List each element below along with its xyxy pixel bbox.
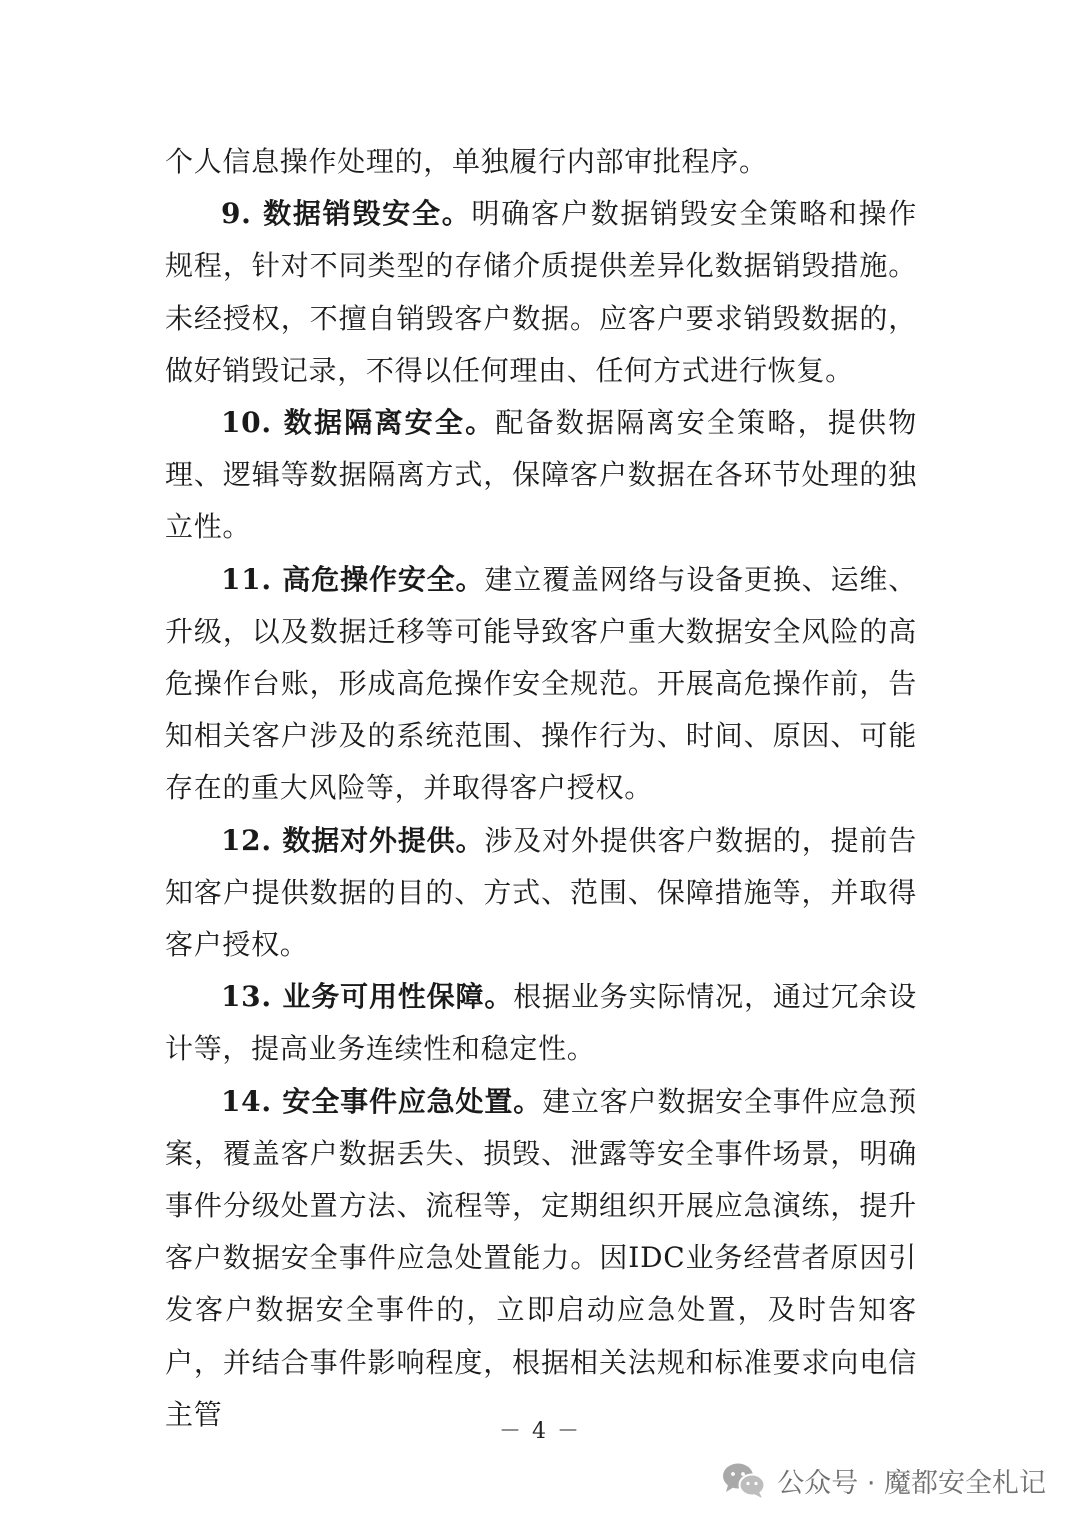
paragraph: [165, 554, 917, 815]
paragraph: [165, 815, 917, 972]
paragraph: [165, 136, 917, 188]
paragraph-text: 个人信息操作处理的，单独履行内部审批程序。: [165, 145, 768, 178]
paragraph-text: 建立覆盖网络与设备更换、运维、升级，以及数据迁移等可能导致客户重大数据安全风险的高危操作台账，形成高危操作安全规范。开展高危操作前，告知相关客户涉及的系统范围、操作行为、时间、原因、可能存在的重大风险等，并取得客户授权。: [165, 562, 917, 805]
paragraph: [165, 971, 917, 1075]
paragraph-text: 配备数据隔离安全策略，提供物理、逻辑等数据隔离方式，保障客户数据在各环节处理的独立性。: [165, 406, 917, 544]
paragraph: [165, 397, 917, 554]
paragraph: [165, 188, 917, 397]
paragraph-text: 根据业务实际情况，通过冗余设计等，提高业务连续性和稳定性。: [165, 980, 917, 1066]
paragraph-lead: 14. 安全事件应急处置。: [221, 1084, 543, 1118]
paragraph-lead: 9. 数据销毁安全。: [221, 197, 472, 231]
paragraph-lead: 12. 数据对外提供。: [221, 823, 485, 857]
paragraph-text: 明确客户数据销毁安全策略和操作规程，针对不同类型的存储介质提供差异化数据销毁措施。未经授权，不擅自销毁客户数据。应客户要求销毁数据的，做好销毁记录，不得以任何理由、任何方式进行恢复。: [165, 197, 917, 387]
paragraph-lead: 10. 数据隔离安全。: [221, 406, 496, 440]
watermark: [721, 1460, 1046, 1500]
paragraph-lead: 11. 高危操作安全。: [221, 562, 485, 596]
paragraph-text: 建立客户数据安全事件应急预案，覆盖客户数据丢失、损毁、泄露等安全事件场景，明确事件分级处置方法、流程等，定期组织开展应急演练，提升客户数据安全事件应急处置能力。因IDC业务经营者原因引发客户数据安全事件的，立即启动应急处置，及时告知客户，并结合事件影响程度，根据相关法规和标准要求向电信主管: [165, 1084, 917, 1431]
paragraph: [165, 1076, 917, 1441]
page-number: － 4 －: [499, 1419, 581, 1444]
wechat-icon: [721, 1460, 767, 1500]
paragraph-text: 涉及对外提供客户数据的，提前告知客户提供数据的目的、方式、范围、保障措施等，并取得客户授权。: [165, 823, 917, 962]
document-body: [165, 136, 917, 1441]
watermark-text: 公众号 · 魔都安全札记: [777, 1467, 1046, 1499]
paragraph-lead: 13. 业务可用性保障。: [221, 980, 514, 1014]
